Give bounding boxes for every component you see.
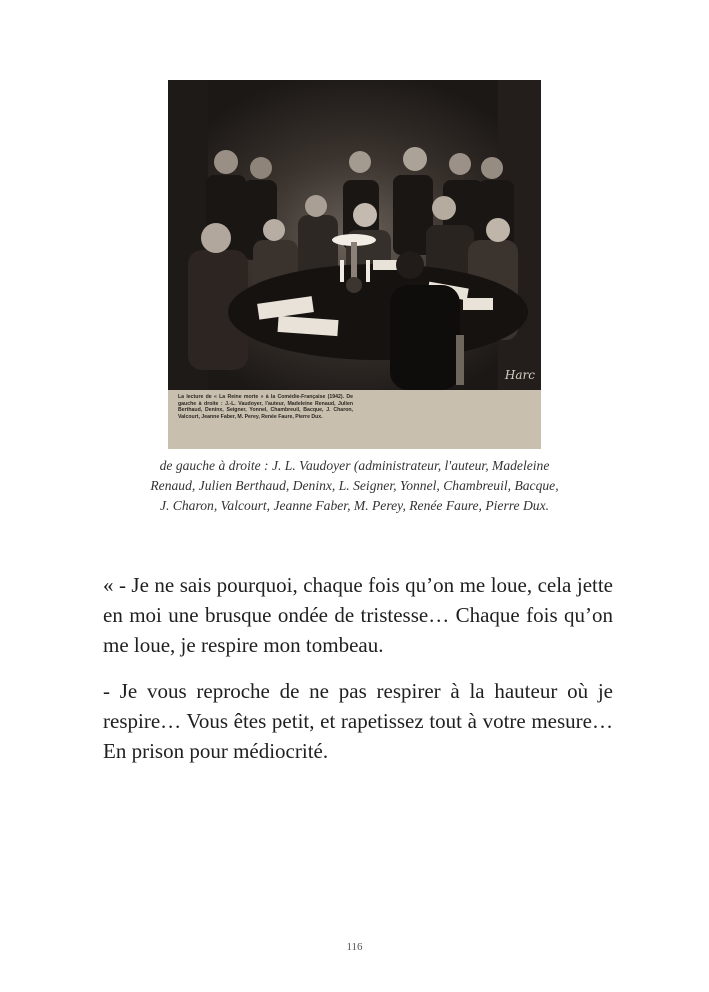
photographer-signature: Harc	[504, 368, 535, 382]
photo-inner-caption: La lecture de « La Reine morte » à la Comédie-Française (1942). De gauche à droite : J.-L. Vaudoyer, l'auteur, Madeleine Renaud, Julien Berthaud, Deninx, Seigner, Yonnel, Chambreuil, Bacque, J. Charon, Valcourt, Jeanne Faber, M. Perey, Renée Faure, Pierre Dux.	[178, 394, 353, 420]
photo-scene	[168, 80, 541, 390]
page-number: 116	[346, 941, 363, 953]
archival-photograph	[168, 80, 541, 449]
photo-inner-caption-box	[168, 390, 541, 449]
paragraph-2: - Je vous reproche de ne pas respirer à la hauteur où je respire… Vous êtes petit, et rapetissez tout à votre mesure… En prison pour médiocrité.	[103, 679, 613, 763]
paragraph-1: « - Je ne sais pourquoi, chaque fois qu’on me loue, cela jette en moi une brusque ondée de tristesse… Chaque fois qu’on me loue, je respire mon tombeau.	[103, 573, 613, 657]
figure-caption: de gauche à droite : J. L. Vaudoyer (administrateur, l'auteur, Madeleine Renaud, Julien Berthaud, Deninx, L. Seigner, Yonnel, Chambreuil, Bacque, J. Charon, Valcourt, Jeanne Faber, M. Perey, Renée Faure, Pierre Dux.	[150, 458, 559, 513]
